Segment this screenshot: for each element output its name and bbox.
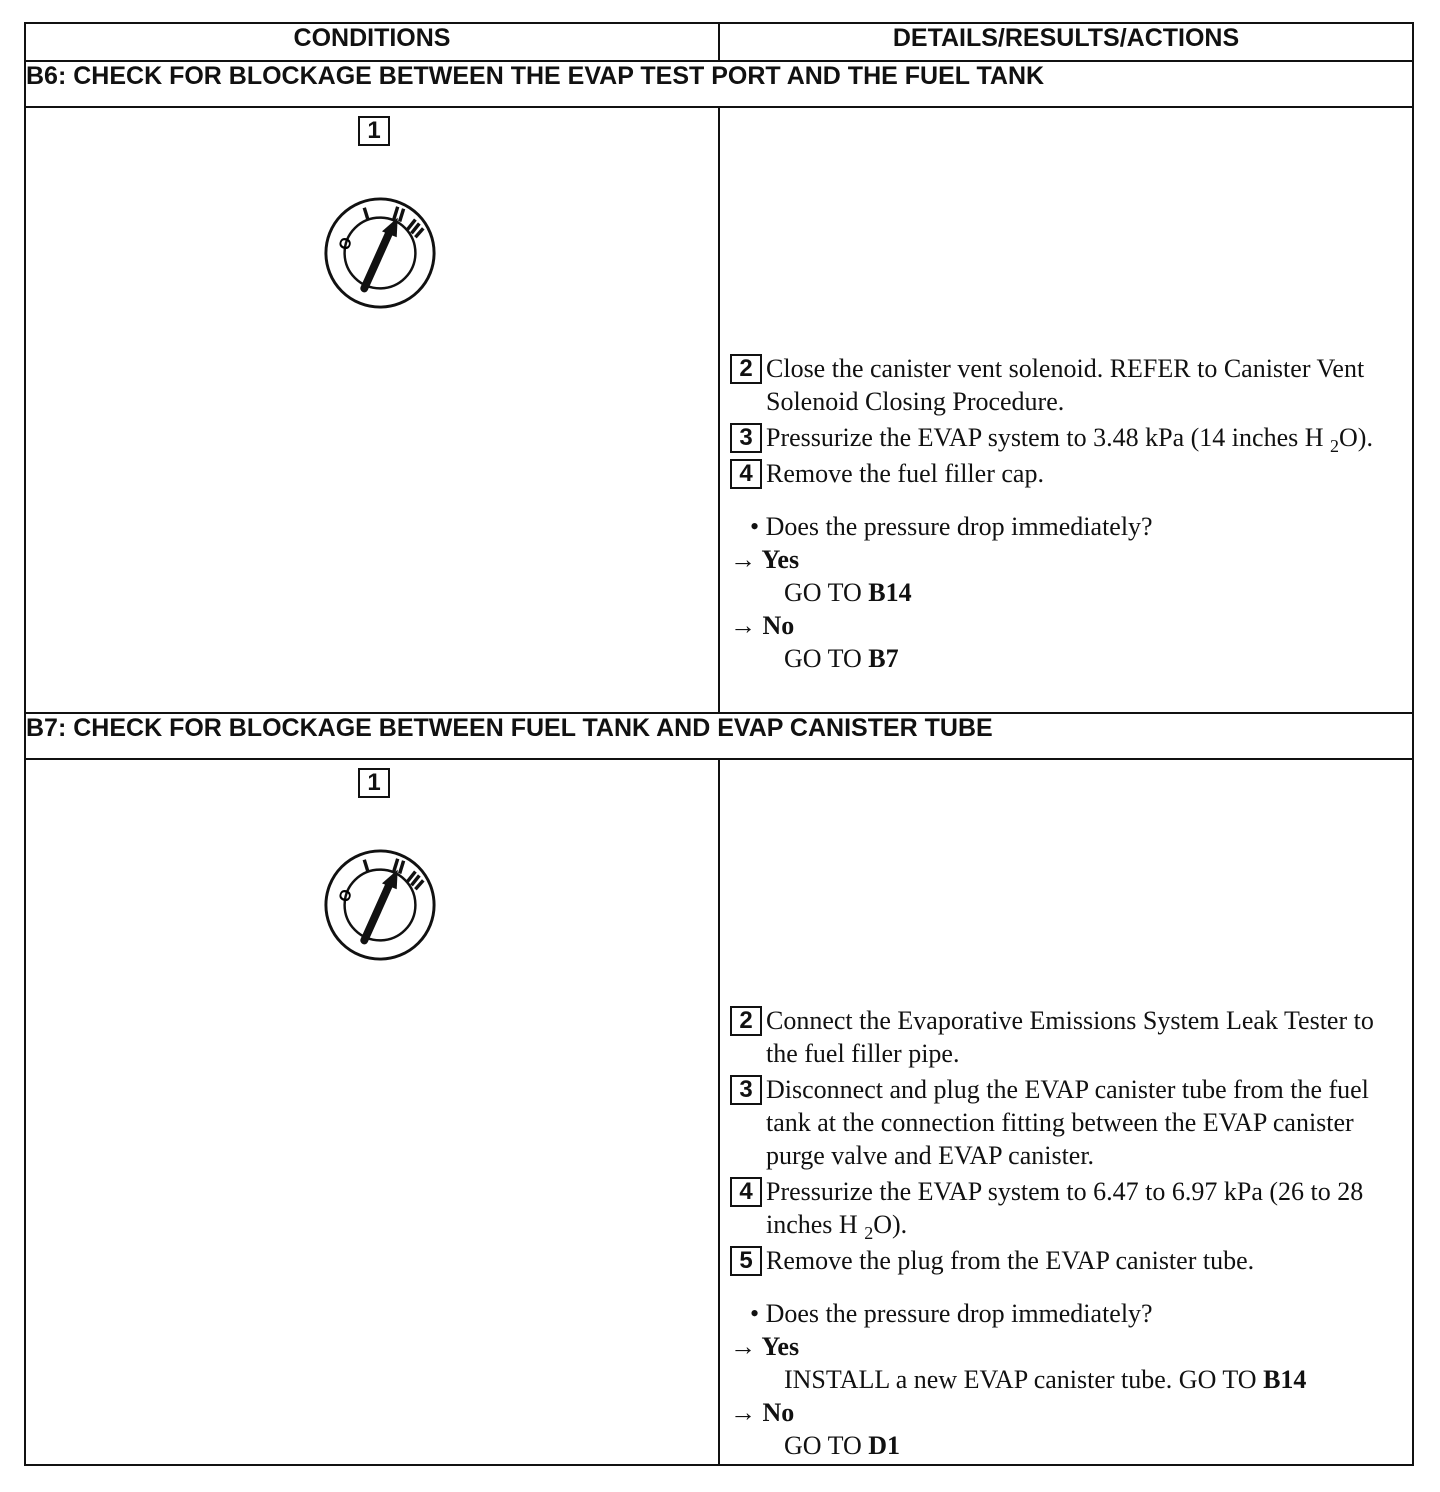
b6-no-ref: B7 [868, 644, 899, 673]
b7-action-2-text: Connect the Evaporative Emissions System Leak Tester to the fuel filler pipe. [766, 1006, 1374, 1068]
b7-actions [730, 1004, 1400, 1462]
ignition-switch-icon [321, 846, 439, 964]
b7-question-block [730, 1297, 1400, 1462]
b6-yes-result: GO TO B14 [784, 578, 912, 607]
b7-action-3-text: Disconnect and plug the EVAP canister tube from the fuel tank at the connection fitting between the EVAP canister purge valve and EVAP canister. [766, 1075, 1369, 1170]
b6-yes-ref: B14 [868, 578, 912, 607]
b7-condition-step-1: 1 [358, 768, 390, 798]
b6-yes-label: → Yes [730, 545, 800, 574]
b7-action-5-num: 5 [730, 1246, 762, 1276]
b6-actions [730, 352, 1400, 675]
b6-details-cell [719, 107, 1413, 713]
b7-action-3-num: 3 [730, 1075, 762, 1105]
details-header: DETAILS/RESULTS/ACTIONS [719, 23, 1413, 61]
b7-title: B7: CHECK FOR BLOCKAGE BETWEEN FUEL TANK AND EVAP CANISTER TUBE [25, 713, 1413, 759]
b7-no-result: GO TO D1 [784, 1431, 901, 1460]
b6-question: • Does the pressure drop immediately? [750, 512, 1153, 541]
b7-action-2-num: 2 [730, 1006, 762, 1036]
b6-body-row [25, 107, 1413, 713]
b6-action-4 [730, 457, 1400, 490]
b7-no-label: → No [730, 1398, 795, 1427]
b6-action-3-num: 3 [730, 423, 762, 453]
conditions-header: CONDITIONS [25, 23, 719, 61]
b6-action-2 [730, 352, 1400, 418]
b7-action-5 [730, 1244, 1400, 1277]
b6-title-row [25, 61, 1413, 107]
b6-no-result: GO TO B7 [784, 644, 899, 673]
b7-action-2 [730, 1004, 1400, 1070]
b7-body-row [25, 759, 1413, 1465]
svg-text:O: O [335, 235, 357, 253]
svg-text:O: O [335, 887, 357, 905]
b6-question-block [730, 510, 1400, 675]
b7-action-4-text: Pressurize the EVAP system to 6.47 to 6.97 kPa (26 to 28 inches H $_2$O). [766, 1177, 1364, 1243]
b6-action-3 [730, 421, 1400, 454]
b6-title: B6: CHECK FOR BLOCKAGE BETWEEN THE EVAP TEST PORT AND THE FUEL TANK [25, 61, 1413, 107]
b6-action-4-num: 4 [730, 459, 762, 489]
b7-action-5-text: Remove the plug from the EVAP canister tube. [766, 1246, 1255, 1275]
b6-no-label: → No [730, 611, 795, 640]
b7-action-4 [730, 1175, 1400, 1241]
b6-action-4-text: Remove the fuel filler cap. [766, 459, 1044, 488]
b7-question: • Does the pressure drop immediately? [750, 1299, 1153, 1328]
b7-details-cell [719, 759, 1413, 1465]
b7-no-ref: D1 [868, 1431, 901, 1460]
procedure-page [24, 22, 1414, 1466]
procedure-table [24, 22, 1414, 1466]
b7-yes-label: → Yes [730, 1332, 800, 1361]
b7-action-3 [730, 1073, 1400, 1172]
b6-condition-step-1: 1 [358, 116, 390, 146]
b6-action-2-text: Close the canister vent solenoid. REFER to Canister Vent Solenoid Closing Procedure. [766, 354, 1365, 416]
b7-yes-result: INSTALL a new EVAP canister tube. GO TO B14 [784, 1365, 1307, 1394]
b7-title-row [25, 713, 1413, 759]
b7-conditions-cell [25, 759, 719, 1465]
b7-action-4-num: 4 [730, 1177, 762, 1207]
b6-action-2-num: 2 [730, 354, 762, 384]
ignition-switch-icon [321, 194, 439, 312]
b7-yes-ref: B14 [1263, 1365, 1307, 1394]
b6-action-3-text: Pressurize the EVAP system to 3.48 kPa (14 inches H $_2$O). [766, 423, 1373, 456]
table-header-row [25, 23, 1413, 61]
b6-conditions-cell [25, 107, 719, 713]
